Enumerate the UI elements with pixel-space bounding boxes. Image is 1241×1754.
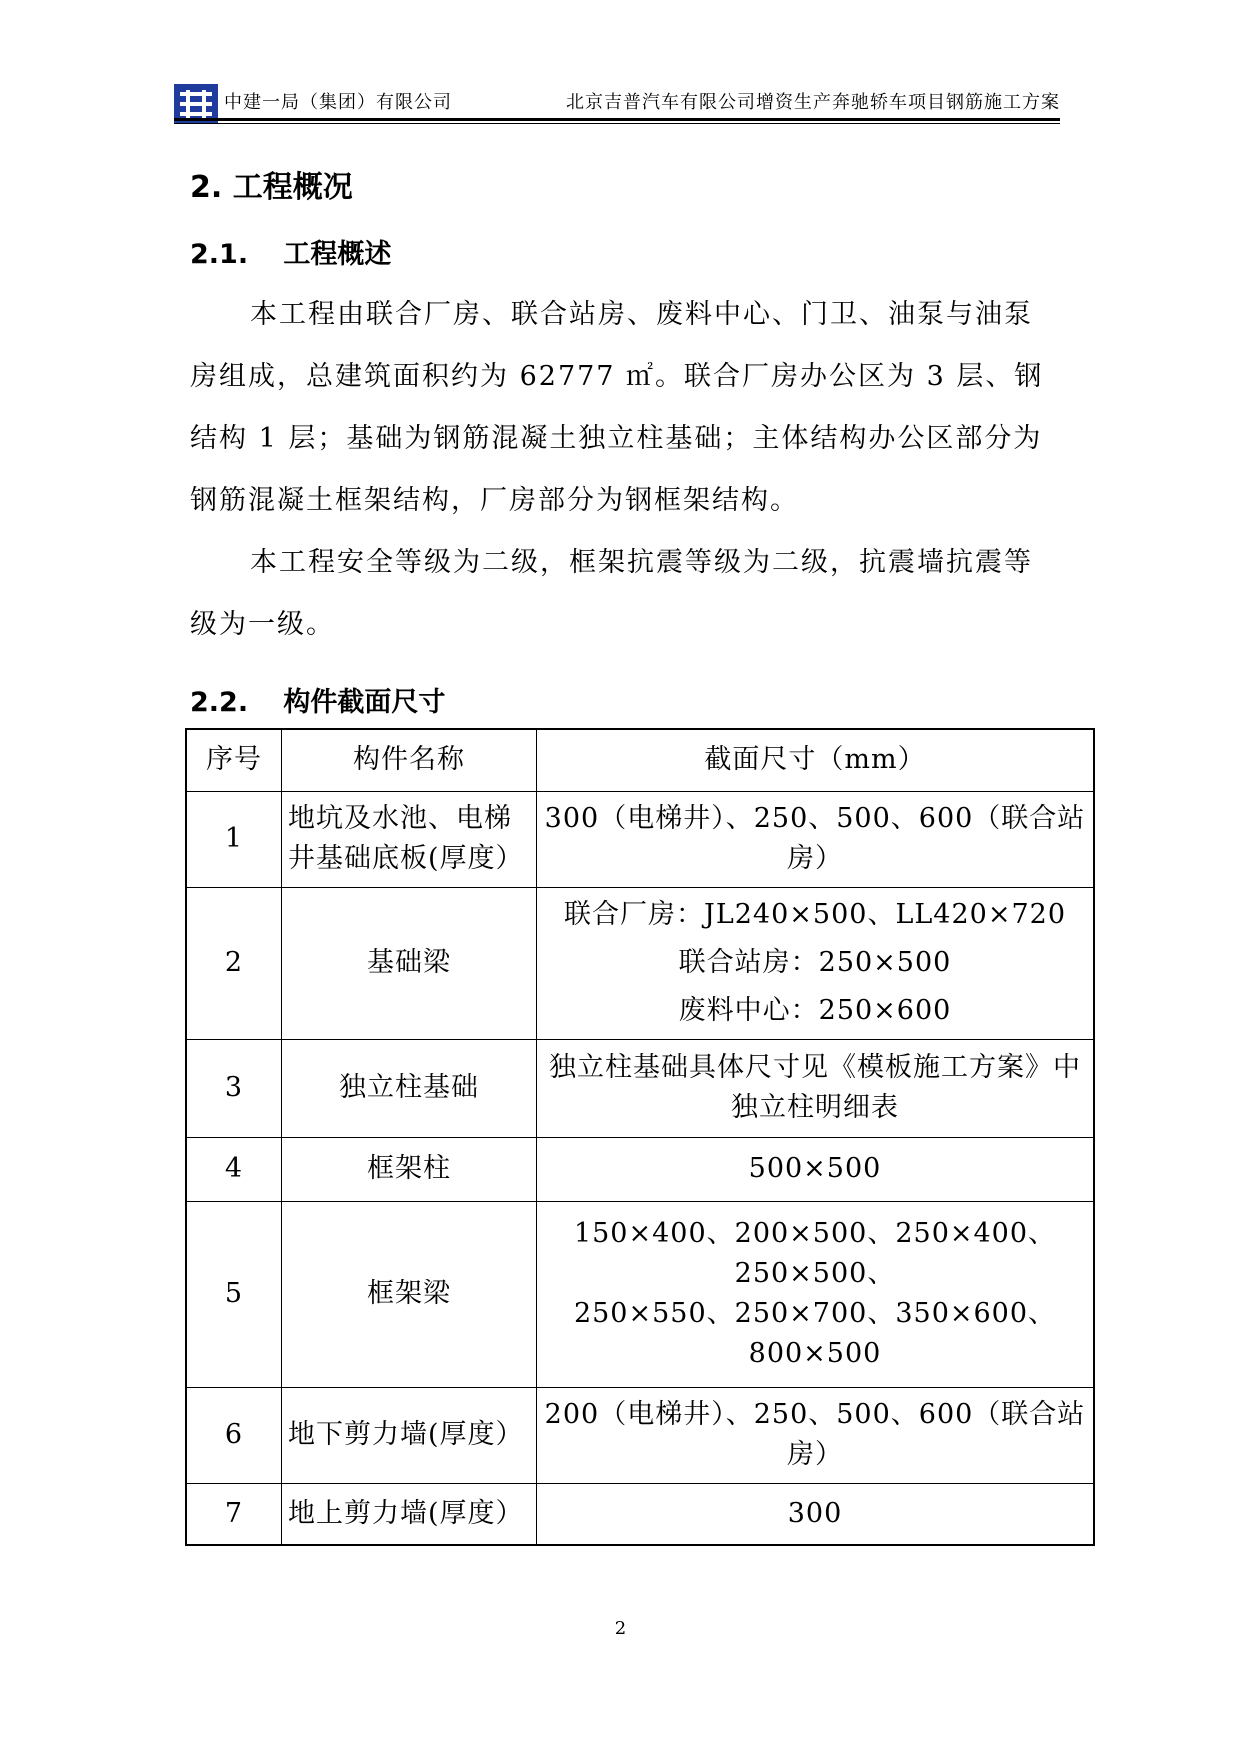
size-line: 150×400、200×500、250×400、250×500、	[573, 1218, 1057, 1289]
table-row	[186, 1387, 1094, 1483]
size-line: 250×550、250×700、350×600、800×500	[573, 1298, 1057, 1369]
row-size	[537, 1201, 1095, 1387]
row-no: 5	[186, 1201, 282, 1387]
subsection-number: 2.2.	[190, 687, 249, 718]
size-line: 联合站房：250×500	[678, 947, 952, 978]
row-no: 6	[186, 1387, 282, 1483]
row-size	[537, 1137, 1095, 1201]
subsection-number: 2.1.	[190, 239, 249, 270]
section-heading: 2. 工程概况	[190, 170, 353, 205]
paragraph-seismic: 本工程安全等级为二级，框架抗震等级为二级，抗震墙抗震等级为一级。	[190, 547, 1033, 640]
row-no: 7	[186, 1483, 282, 1545]
row-size	[537, 1387, 1095, 1483]
table-row	[186, 1137, 1094, 1201]
row-name: 基础梁	[282, 887, 537, 1039]
header-name: 构件名称	[282, 729, 537, 791]
size-line: 200（电梯井）、250、500、600（联合站房）	[544, 1399, 1086, 1470]
header-rule	[174, 118, 1060, 121]
row-name: 地上剪力墙(厚度）	[282, 1483, 537, 1545]
row-no: 1	[186, 791, 282, 887]
row-no: 2	[186, 887, 282, 1039]
table-row	[186, 887, 1094, 1039]
size-line: 300（电梯井）、250、500、600（联合站房）	[544, 803, 1086, 874]
row-name: 地坑及水池、电梯井基础底板(厚度）	[282, 791, 537, 887]
size-line: 废料中心：250×600	[678, 995, 952, 1026]
size-line: 联合厂房：JL240×500、LL420×720	[564, 899, 1066, 930]
row-size	[537, 887, 1095, 1039]
row-name: 框架梁	[282, 1201, 537, 1387]
row-name: 独立柱基础	[282, 1039, 537, 1137]
size-line: 300	[787, 1497, 843, 1529]
header-no: 序号	[186, 729, 282, 791]
header-rule-thin	[174, 123, 1060, 124]
section-size-table	[185, 728, 1095, 1546]
table-row	[186, 1201, 1094, 1387]
subsection-heading-2-1	[190, 232, 391, 271]
row-size	[537, 1039, 1095, 1137]
row-name: 框架柱	[282, 1137, 537, 1201]
company-name: 中建一局（集团）有限公司	[224, 92, 452, 113]
size-line: 独立柱基础具体尺寸见《模板施工方案》中独立柱明细表	[549, 1052, 1081, 1123]
table-row	[186, 791, 1094, 887]
table-row	[186, 1483, 1094, 1545]
row-no: 4	[186, 1137, 282, 1201]
page-header	[174, 84, 1060, 120]
row-size	[537, 1483, 1095, 1545]
header-size: 截面尺寸（mm）	[537, 729, 1095, 791]
row-name: 地下剪力墙(厚度）	[282, 1387, 537, 1483]
table-header-row	[186, 729, 1094, 791]
row-no: 3	[186, 1039, 282, 1137]
subsection-title: 构件截面尺寸	[283, 687, 446, 718]
subsection-title: 工程概述	[283, 239, 392, 270]
paragraph-overview: 本工程由联合厂房、联合站房、废料中心、门卫、油泵与油泵房组成，总建筑面积约为 62777 ㎡。联合厂房办公区为 3 层、钢结构 1 层；基础为钢筋混凝土独立柱基础；主体结构办公区部分为钢筋混凝土框架结构，厂房部分为钢框架结构。	[190, 299, 1044, 516]
row-size	[537, 791, 1095, 887]
table-row	[186, 1039, 1094, 1137]
document-title: 北京吉普汽车有限公司增资生产奔驰轿车项目钢筋施工方案	[566, 92, 1060, 113]
size-line: 500×500	[748, 1153, 882, 1184]
subsection-heading-2-2	[190, 680, 445, 719]
page-number: 2	[614, 1618, 627, 1639]
